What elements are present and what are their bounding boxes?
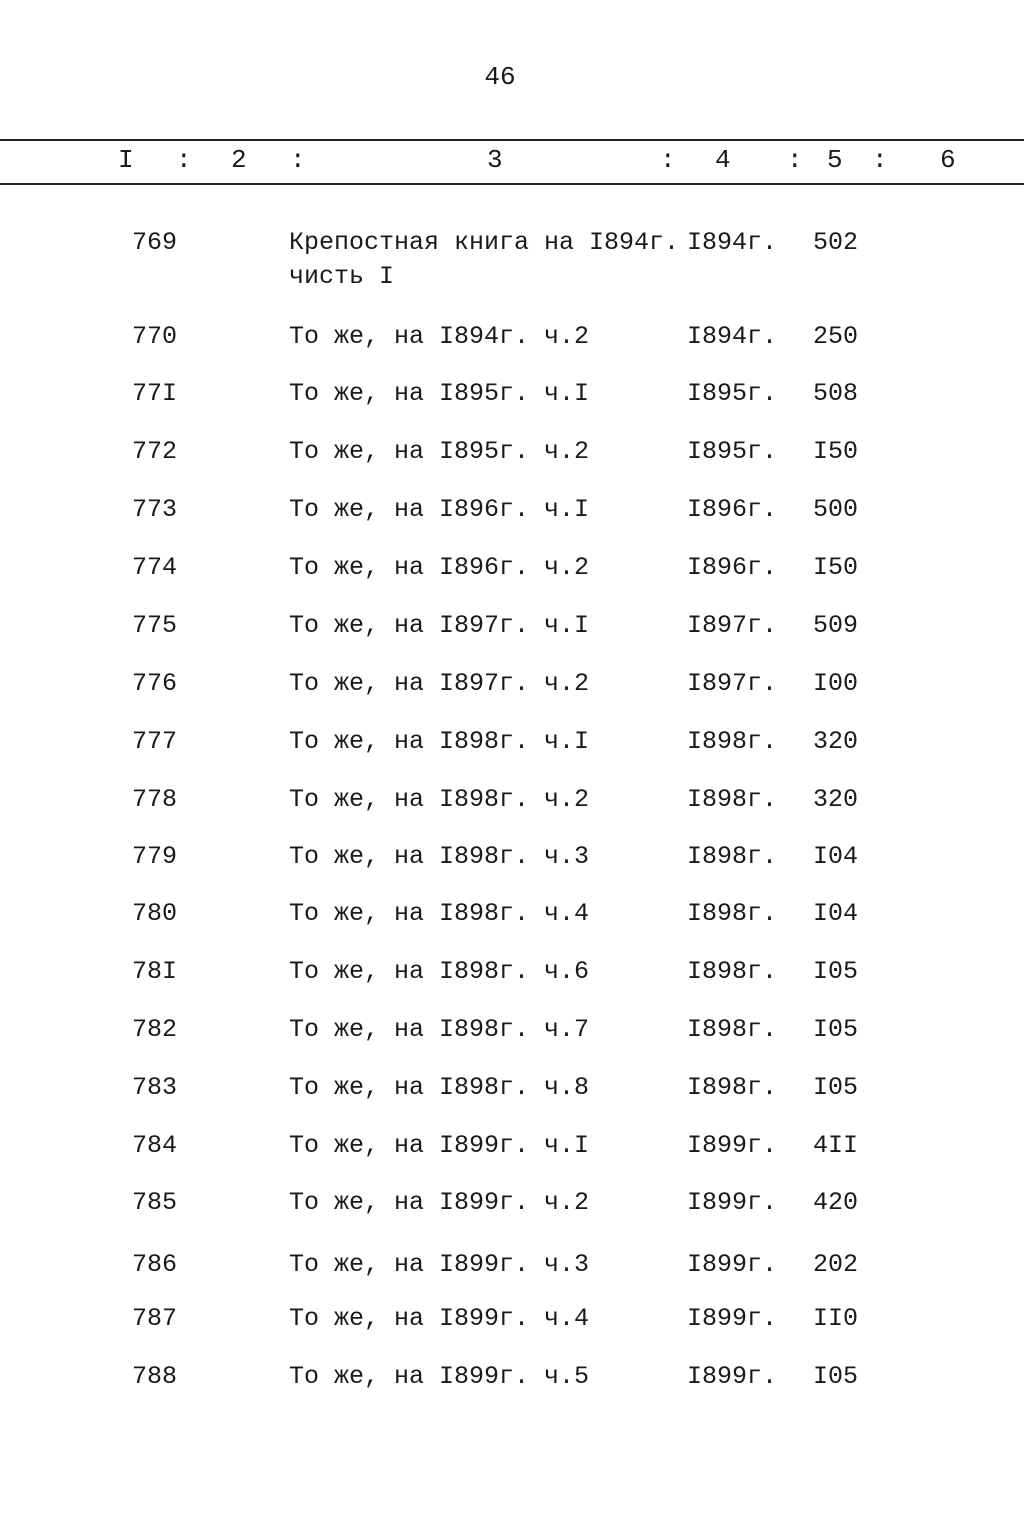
row-number: 772 bbox=[132, 437, 178, 466]
row-year: I898г. bbox=[687, 957, 778, 986]
row-title: То же, на I897г. ч.I bbox=[289, 611, 590, 640]
row-number: 776 bbox=[132, 669, 178, 698]
row-year: I896г. bbox=[687, 495, 778, 524]
row-count: I50 bbox=[813, 553, 859, 582]
row-year: I899г. bbox=[687, 1131, 778, 1160]
row-count: 320 bbox=[813, 727, 859, 756]
row-number: 785 bbox=[132, 1188, 178, 1217]
row-title: То же, на I895г. ч.2 bbox=[289, 437, 590, 466]
row-number: 779 bbox=[132, 842, 178, 871]
header-separator: : bbox=[290, 145, 306, 175]
row-count: I05 bbox=[813, 1073, 859, 1102]
row-number: 784 bbox=[132, 1131, 178, 1160]
row-count: 502 bbox=[813, 228, 859, 257]
row-count: I05 bbox=[813, 957, 859, 986]
row-year: I898г. bbox=[687, 842, 778, 871]
header-col-1: I bbox=[118, 145, 134, 175]
row-count: 202 bbox=[813, 1250, 859, 1279]
row-year: I894г. bbox=[687, 228, 778, 257]
row-year: I899г. bbox=[687, 1188, 778, 1217]
row-year: I894г. bbox=[687, 322, 778, 351]
row-title: То же, на I894г. ч.2 bbox=[289, 322, 590, 351]
row-count: I00 bbox=[813, 669, 859, 698]
row-number: 778 bbox=[132, 785, 178, 814]
row-count: I04 bbox=[813, 899, 859, 928]
row-year: I899г. bbox=[687, 1304, 778, 1333]
row-title: Крепостная книга на I894г. bbox=[289, 228, 680, 257]
row-title: То же, на I899г. ч.I bbox=[289, 1131, 590, 1160]
row-number: 786 bbox=[132, 1250, 178, 1279]
row-title: То же, на I899г. ч.4 bbox=[289, 1304, 590, 1333]
row-number: 782 bbox=[132, 1015, 178, 1044]
row-count: 420 bbox=[813, 1188, 859, 1217]
header-separator: : bbox=[660, 145, 676, 175]
row-number: 788 bbox=[132, 1362, 178, 1391]
table-top-rule bbox=[0, 139, 1024, 141]
row-title: То же, на I896г. ч.2 bbox=[289, 553, 590, 582]
row-number: 780 bbox=[132, 899, 178, 928]
row-year: I898г. bbox=[687, 1073, 778, 1102]
row-title: То же, на I899г. ч.2 bbox=[289, 1188, 590, 1217]
row-count: II0 bbox=[813, 1304, 859, 1333]
row-count: 4II bbox=[813, 1131, 859, 1160]
row-title: То же, на I899г. ч.5 bbox=[289, 1362, 590, 1391]
row-title: То же, на I898г. ч.2 bbox=[289, 785, 590, 814]
row-year: I897г. bbox=[687, 611, 778, 640]
row-count: I05 bbox=[813, 1015, 859, 1044]
header-separator: : bbox=[872, 145, 888, 175]
header-col-2: 2 bbox=[231, 145, 247, 175]
row-title-continuation: чисть I bbox=[289, 262, 395, 291]
row-number: 769 bbox=[132, 228, 178, 257]
row-number: 775 bbox=[132, 611, 178, 640]
row-count: I04 bbox=[813, 842, 859, 871]
table-header bbox=[0, 145, 1024, 177]
row-year: I898г. bbox=[687, 785, 778, 814]
row-title: То же, на I898г. ч.4 bbox=[289, 899, 590, 928]
row-year: I896г. bbox=[687, 553, 778, 582]
page-number: 46 bbox=[484, 62, 516, 92]
row-count: 509 bbox=[813, 611, 859, 640]
header-col-6: 6 bbox=[940, 145, 956, 175]
row-number: 77I bbox=[132, 379, 178, 408]
row-count: I05 bbox=[813, 1362, 859, 1391]
row-year: I898г. bbox=[687, 727, 778, 756]
row-title: То же, на I897г. ч.2 bbox=[289, 669, 590, 698]
row-number: 783 bbox=[132, 1073, 178, 1102]
row-number: 787 bbox=[132, 1304, 178, 1333]
row-year: I895г. bbox=[687, 437, 778, 466]
row-number: 773 bbox=[132, 495, 178, 524]
row-year: I895г. bbox=[687, 379, 778, 408]
row-title: То же, на I895г. ч.I bbox=[289, 379, 590, 408]
header-separator: : bbox=[787, 145, 803, 175]
header-col-5: 5 bbox=[827, 145, 843, 175]
header-col-3: 3 bbox=[487, 145, 503, 175]
header-col-4: 4 bbox=[715, 145, 731, 175]
row-number: 78I bbox=[132, 957, 178, 986]
row-year: I899г. bbox=[687, 1250, 778, 1279]
row-title: То же, на I899г. ч.3 bbox=[289, 1250, 590, 1279]
row-title: То же, на I898г. ч.I bbox=[289, 727, 590, 756]
row-title: То же, на I898г. ч.7 bbox=[289, 1015, 590, 1044]
row-number: 777 bbox=[132, 727, 178, 756]
row-count: 508 bbox=[813, 379, 859, 408]
row-number: 770 bbox=[132, 322, 178, 351]
row-year: I897г. bbox=[687, 669, 778, 698]
row-year: I899г. bbox=[687, 1362, 778, 1391]
row-count: 320 bbox=[813, 785, 859, 814]
row-year: I898г. bbox=[687, 1015, 778, 1044]
row-title: То же, на I898г. ч.8 bbox=[289, 1073, 590, 1102]
table-header-bottom-rule bbox=[0, 183, 1024, 185]
header-separator: : bbox=[176, 145, 192, 175]
row-title: То же, на I898г. ч.6 bbox=[289, 957, 590, 986]
row-number: 774 bbox=[132, 553, 178, 582]
row-title: То же, на I896г. ч.I bbox=[289, 495, 590, 524]
row-count: 250 bbox=[813, 322, 859, 351]
row-count: 500 bbox=[813, 495, 859, 524]
row-count: I50 bbox=[813, 437, 859, 466]
row-title: То же, на I898г. ч.3 bbox=[289, 842, 590, 871]
row-year: I898г. bbox=[687, 899, 778, 928]
